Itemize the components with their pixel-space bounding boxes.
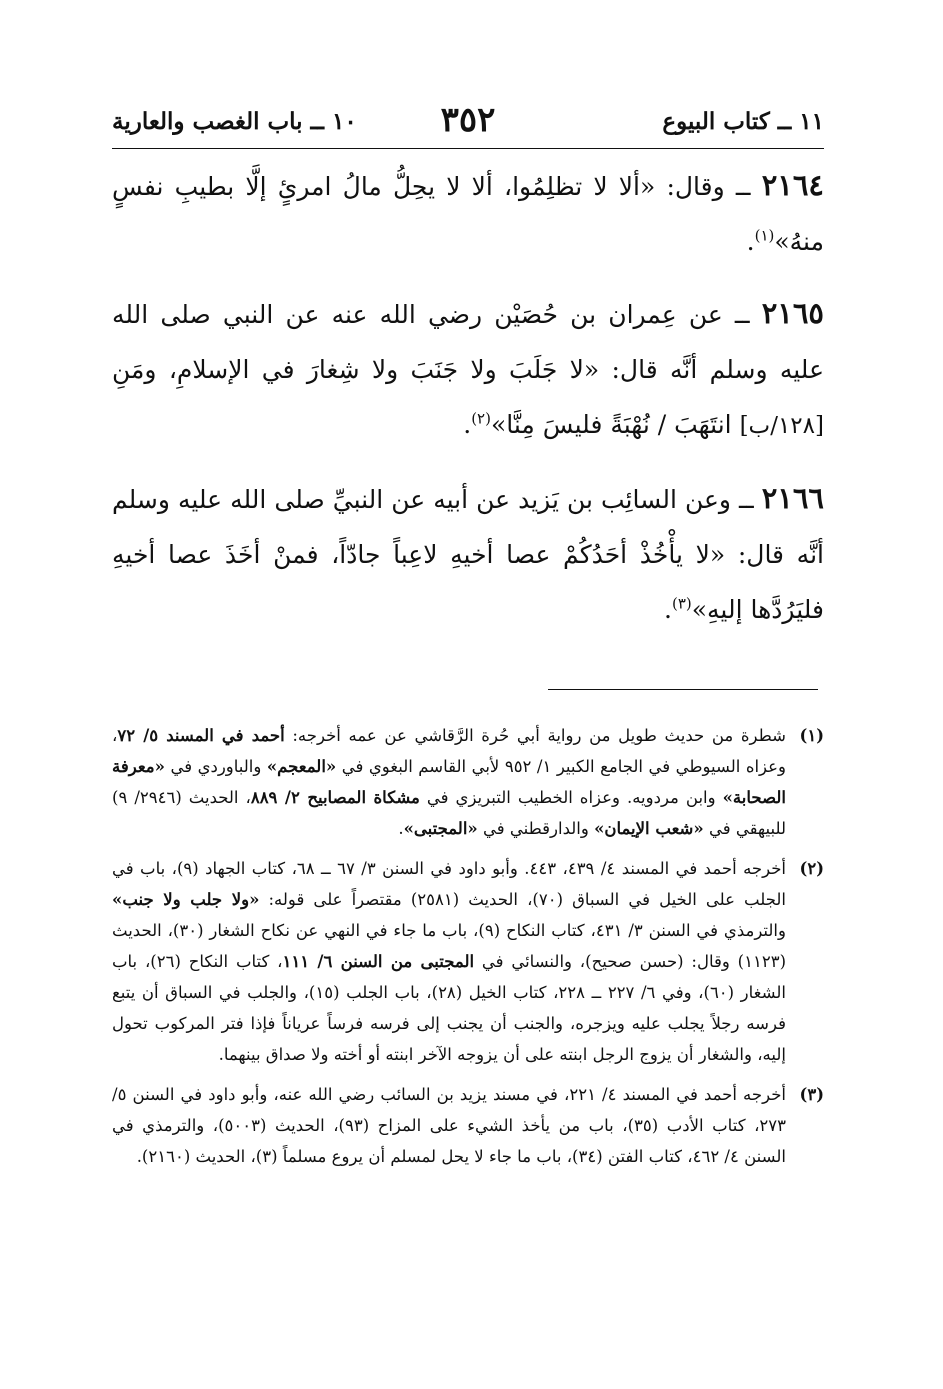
footnote-text: ، الحديث (٢٩٤٦/ ٩) للبيهقي في — [112, 788, 786, 838]
hadith-number: ٢١٦٤ — [761, 168, 824, 202]
hadith-end: . — [664, 595, 672, 624]
hadith-number: ٢١٦٥ — [761, 296, 824, 330]
footnote-text: وابن مردويه. وعزاه الخطيب التبريزي في — [419, 788, 723, 807]
running-header — [112, 98, 824, 149]
footnote-divider — [548, 689, 818, 690]
footnote-source: أحمد في المسند ٥/ ٧٢ — [117, 726, 285, 745]
footnote-ref[interactable]: (١) — [754, 226, 775, 245]
hadith-end: . — [746, 227, 755, 256]
hadith-text-continued: انتَهَبَ / نُهْبَةً فليسَ مِنَّا» — [490, 410, 740, 439]
footnote-text: شطرة من حديث طويل من رواية أبي حُرة الرَّقاشي عن عمه أخرجه: — [284, 726, 786, 745]
footnote-ref[interactable]: (٢) — [471, 409, 491, 428]
footnote-text: ، كتاب النكاح (٢٦)، باب الشغار (٦٠)، وفي ٦/ ٢٢٧ ــ ٢٢٨، كتاب الخيل (٢٨)، باب الجلب (١٥)، والجلب في السباق أن يتبع فرسه رجلاً يجلب عليه ويزجره، والجنب أن يجنب إلى فرسه فرساً عرياناً فإذا فتر المركوب تحول إليه، والشغار أن يزوج الرجل ابنته على أن يزوجه الآخر ابنته أو أخته ولا صداق بينهما. — [112, 952, 786, 1064]
footnote-source: المجتبى من السنن ٦/ ١١١ — [282, 952, 475, 971]
footnote-ref[interactable]: (٣) — [671, 594, 692, 613]
footnote-text: والباوردي في — [164, 757, 267, 776]
manuscript-leaf-marker: [١٢٨/ب] — [739, 413, 824, 439]
footnote-source: «المجتبى» — [403, 819, 478, 838]
footnote-label: (٢) — [799, 859, 824, 878]
footnote-label: (٣) — [799, 1085, 824, 1104]
footnote-1 — [112, 720, 824, 844]
footnote-source: مشكاة المصابيح ٢/ ٨٨٩ — [250, 788, 420, 807]
footnote-text: ، وعزاه السيوطي في الجامع الكبير ١/ ٩٥٢ لأبي القاسم البغوي في — [112, 726, 786, 776]
footnote-source: «شعب الإيمان» — [594, 819, 704, 838]
chapter-title: ١٠ ــ باب الغصب والعارية — [112, 108, 357, 135]
footnote-source: «ولا جلب ولا جنب» — [112, 890, 260, 909]
hadith-text: ــ وقال: «ألا لا تظلِمُوا، ألا لا يحِلُّ مالُ امرئٍ إلَّا بطيبِ نفسٍ منهُ» — [112, 172, 824, 256]
hadith-text: ــ وعن السائِب بن يَزيد عن أبيه عن النبيِّ صلى الله عليه وسلم أنَّه قال: «لا يأْخُذْ أحَدُكُمْ عصا أخيهِ لاعِباً جادّاً، فمنْ أخَذَ عصا أخيهِ فليَرُدَّها إليهِ» — [112, 485, 824, 624]
hadith-2164 — [112, 158, 824, 269]
page-number: ٣٥٢ — [440, 100, 496, 140]
footnote-text: أخرجه أحمد في المسند ٤/ ٤٣٩، ٤٤٣. وأبو داود في السنن ٣/ ٦٧ ــ ٦٨، كتاب الجهاد (٩)، باب في الجلب على الخيل في السباق (٧٠)، الحديث (٢٥٨١) مقتصراً على قوله: — [112, 859, 786, 909]
footnote-text: والدارقطني في — [477, 819, 595, 838]
hadith-end: . — [463, 410, 472, 439]
hadith-2166 — [112, 471, 824, 637]
hadith-text: ــ عن عِمران بن حُصَيْن رضي الله عنه عن النبي صلى الله عليه وسلم أنَّه قال: «لا جَلَبَ ولا جَنَبَ ولا شِغارَ في الإسلامِ، ومَنِ — [112, 300, 824, 384]
footnote-text: . — [398, 819, 404, 838]
footnote-text: أخرجه أحمد في المسند ٤/ ٢٢١، في مسند يزيد بن السائب رضي الله عنه، وأبو داود في السنن ٥/ ٢٧٣، كتاب الأدب (٣٥)، باب من يأخذ الشيء على المزاح (٩٣)، الحديث (٥٠٠٣)، والترمذي في السنن ٤/ ٤٦٢، كتاب الفتن (٣٤)، باب ما جاء لا يحل لمسلم أن يروع مسلماً (٣)، الحديث (٢١٦٠). — [112, 1085, 786, 1166]
hadith-number: ٢١٦٦ — [761, 481, 824, 515]
footnote-3 — [112, 1079, 824, 1172]
book-title: ١١ ــ كتاب البيوع — [662, 108, 824, 135]
footnote-text: والترمذي في السنن ٣/ ٤٣١، كتاب النكاح (٩)، باب ما جاء في النهي عن نكاح الشغار (٣٠)، الحديث (١١٢٣) وقال: (حسن صحيح)، والنسائي في — [112, 921, 786, 971]
main-text — [112, 158, 824, 637]
hadith-2165 — [112, 286, 824, 454]
footnote-label: (١) — [799, 726, 824, 745]
footnote-source: «معرفة الصحابة» — [112, 757, 786, 807]
footnote-2 — [112, 853, 824, 1070]
footnotes — [112, 720, 824, 1172]
footnote-source: «المعجم» — [266, 757, 337, 776]
